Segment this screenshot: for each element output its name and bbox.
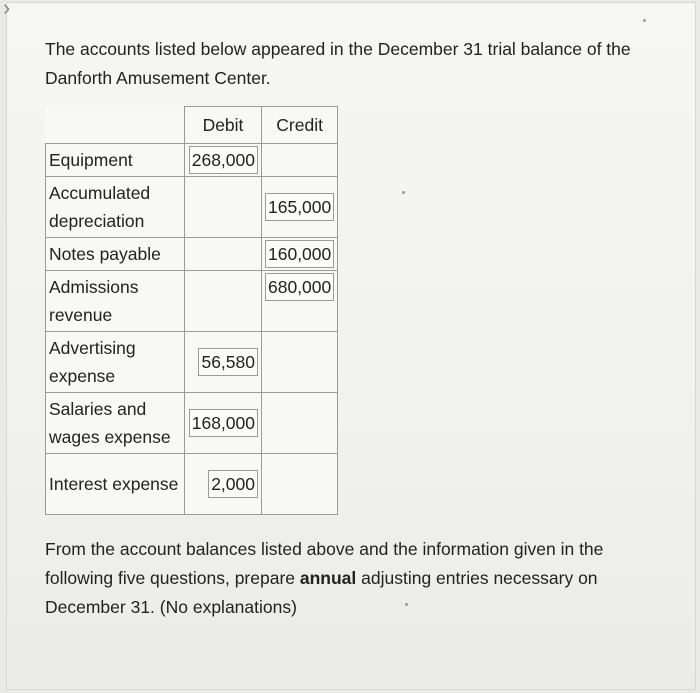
speck-mark [643,19,646,22]
header-credit: Credit [262,107,338,144]
debit-amount [185,238,262,271]
instructions-text-start: From the account balances listed above and the information given in the following five questions, prepare [45,539,604,588]
debit-value: 268,000 [189,146,258,174]
table-row [46,271,338,332]
debit-amount [185,393,262,454]
instructions-paragraph [45,535,665,622]
credit-amount [262,454,338,515]
account-name: Interest expense [46,454,185,515]
table-row [46,454,338,515]
account-name: Accumulated depreciation [46,177,185,238]
intro-paragraph: The accounts listed below appeared in the December 31 trial balance of the Danforth Amusement Center. [45,39,631,88]
debit-value: 168,000 [189,409,258,437]
account-name: Advertising expense [46,332,185,393]
table-row [46,144,338,177]
credit-amount [262,144,338,177]
credit-value: 160,000 [265,240,334,268]
table-row [46,238,338,271]
header-debit: Debit [185,107,262,144]
debit-amount [185,144,262,177]
debit-amount [185,332,262,393]
table-header-row [46,107,338,144]
debit-value: 2,000 [208,470,258,498]
table-row [46,332,338,393]
account-name: Notes payable [46,238,185,271]
document-page [3,0,696,690]
credit-amount [262,238,338,271]
table-row [46,393,338,454]
credit-value: 680,000 [265,273,334,301]
instructions-emphasis: annual [299,568,357,588]
credit-amount [262,271,338,332]
speck-mark [402,191,405,194]
chevron-right-icon: › [3,0,11,20]
account-name: Admissions revenue [46,271,185,332]
debit-amount [185,271,262,332]
account-name: Salaries and wages expense [46,393,185,454]
credit-value: 165,000 [265,193,334,221]
debit-amount [185,454,262,515]
trial-balance-table [45,106,338,515]
debit-amount [185,177,262,238]
debit-value: 56,580 [198,348,258,376]
header-account-blank [46,107,185,144]
credit-amount [262,177,338,238]
speck-mark [405,603,408,606]
instructions-text-end: adjusting entries necessary on December 31. (No explanations) [45,568,598,617]
account-name: Equipment [46,144,185,177]
table-row [46,177,338,238]
credit-amount [262,393,338,454]
credit-amount [262,332,338,393]
